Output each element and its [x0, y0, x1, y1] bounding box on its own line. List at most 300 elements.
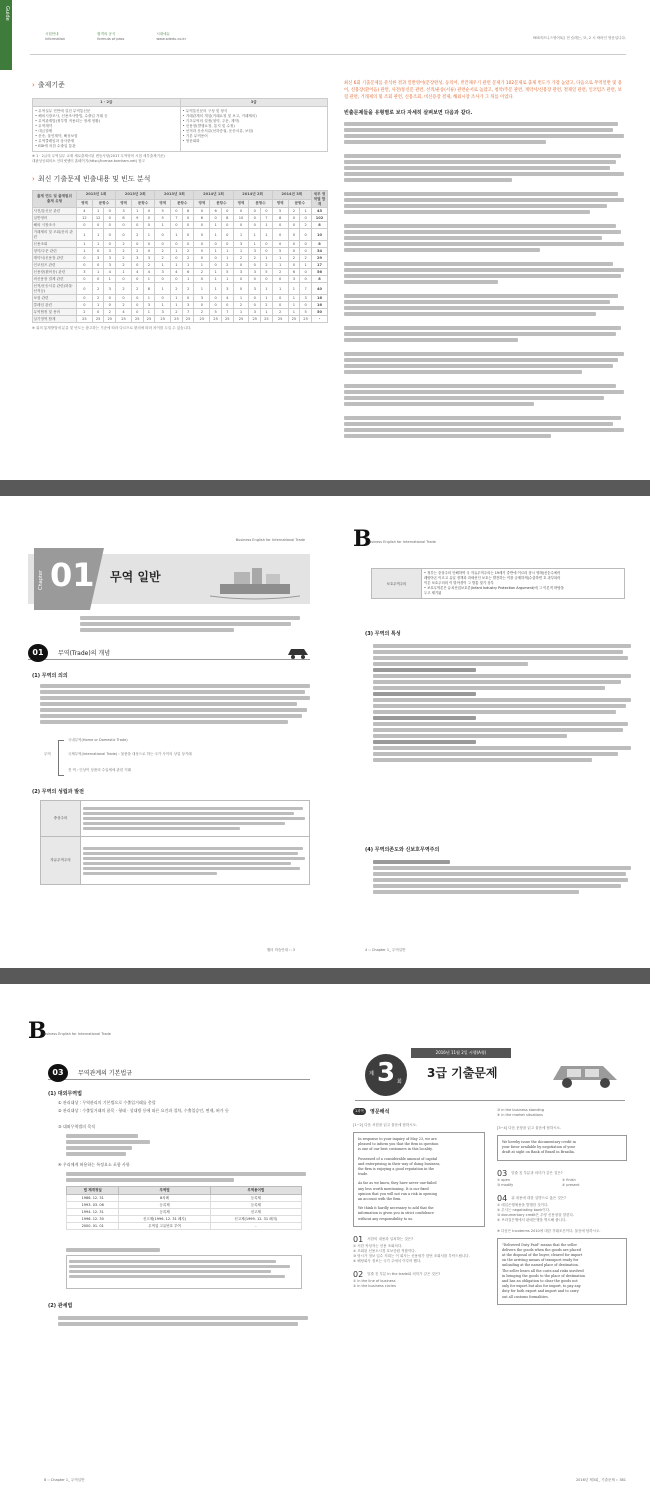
freq-cell: 2 — [116, 255, 132, 262]
freq-cell: 7 — [182, 309, 194, 316]
option[interactable]: ③ documentary credit은 무양 신용장을 말한다. — [497, 1212, 574, 1217]
option[interactable]: ① 매입은행채용을 발행한 것이다. — [497, 1202, 549, 1207]
freq-cell: 0 — [182, 229, 194, 241]
freq-cell: 1 — [210, 248, 222, 255]
freq-cell: 25 — [221, 316, 233, 323]
freq-period: 2014년 2회 — [233, 191, 272, 200]
text-line — [344, 402, 534, 406]
freq-cell: 0 — [77, 302, 93, 309]
nav-item-formula[interactable]: 합격의 공식 formula of pass — [97, 32, 125, 41]
freq-cell: 1 — [182, 276, 194, 283]
freq-cell: 2 — [233, 255, 249, 262]
criteria-left-cell: • 무역실무 전반에 걸친 무역통신문 • 해외시장조사, 신용조사방법, 수출입 거래 등 • 무역관계법(정부별 적용되는 정세 현황) • 무역계약 • 대금결제 • 운송, 물인계약, 해상보험 • 무역클레임과 상사중재 • EDI에 의한 수출입 통관 — [33, 107, 181, 152]
table-row — [33, 262, 328, 269]
credit-passage: We hereby issue the documentary credit in your favor available by negotiation of your draft at sight on Bank of Brazil in Brazilia. — [497, 1135, 627, 1161]
freq-cell: 5 — [221, 269, 233, 276]
page-footer-right: 4 :: Chapter 1_ 무역일반 — [365, 948, 406, 952]
freq-cell: 2 — [261, 262, 273, 269]
freq-cell: 0 — [288, 215, 300, 222]
question-02: 02 밑줄 친 부분 in the trade와 의미가 같은 것은? — [353, 1269, 441, 1279]
freq-cell: 3 — [143, 302, 155, 309]
option[interactable]: ③ 당시가 정보 입수 저희는 이 회사는 신용평가 한번 조회서를 부탁드립니다. — [353, 1253, 470, 1258]
object-lines — [66, 1246, 302, 1289]
text-line — [344, 242, 624, 246]
freq-cell: 1 — [77, 248, 93, 255]
text-line — [344, 236, 602, 240]
freq-cell: 1 — [210, 269, 222, 276]
freq-cell: 0 — [221, 208, 233, 215]
freq-cell: 3 — [155, 269, 171, 276]
freq-cell: 5 — [300, 309, 312, 316]
q03-options — [497, 1178, 627, 1188]
text-line — [344, 172, 624, 176]
freq-cell: 1 — [171, 302, 183, 309]
freq-period: 2013년 1회 — [77, 191, 116, 200]
freq-cell: 1 — [116, 269, 132, 276]
option[interactable]: ② 조회된 신용도시경 호보증원 적합이다. — [353, 1248, 416, 1253]
page-8: B usiness English for International Trade 03 무역관계의 기본법규 (1) 대외무역법 ① 관리대상 : 무역관리의 기본법으로 수출입거래를 총괄 ② 관리대상 : 수출입거래의 품목 · 형태 · 상대방 등에 따른 요건과 절차, 수출입승인, 면제, 허가 등 ③ 대외무역법의 목적 ④ 우리에게 허용하는 특정요소 포함 사항 법 제개정일 무역법 무역용어법 1986. 12. 31 8차례 등록제 1993. 03. 06 등록제 등록제 1994. 12. 31 등록제 신고제 1996. 12. 30 신고제(1996. 12. 31 폐지) 신고제(1999. 12. 31 폐지) 2000. 01. 01 무역업 고유번호 부여 - (2) 관세법 8 :: Chapter 1_ 무역일반 — [0, 984, 325, 1500]
chapter-title: 무역 일반 — [110, 570, 161, 584]
freq-cell: 0 — [233, 208, 249, 215]
freq-cell: 0 — [104, 215, 116, 222]
freq-cell: 0 — [143, 248, 155, 255]
freq-cell: 2 — [92, 283, 104, 295]
freq-cell: 25 — [77, 316, 93, 323]
chevron-icon: › — [32, 175, 35, 183]
freq-cell: 1 — [92, 241, 104, 248]
question-01: 01 서한의 내용과 일치하는 것은? — [353, 1234, 413, 1244]
freq-cell: 5 — [261, 269, 273, 276]
freq-cell: 0 — [77, 283, 93, 295]
text-line — [344, 352, 624, 356]
freq-cell: 0 — [249, 262, 261, 269]
freq-cell: 4 — [221, 295, 233, 302]
table-row — [33, 269, 328, 276]
freq-cell: 2 — [300, 255, 312, 262]
freq-cell: 0 — [249, 276, 261, 283]
freq-cell: 2 — [194, 269, 210, 276]
text-line — [344, 370, 582, 374]
text-line — [344, 230, 621, 234]
freq-cell: 3 — [92, 255, 104, 262]
option[interactable]: ① in the line of business — [353, 1278, 396, 1283]
freq-cell: 0 — [233, 276, 249, 283]
freq-cell: 2 — [194, 309, 210, 316]
freq-cell: 2 — [288, 208, 300, 215]
text-line — [344, 274, 621, 278]
characteristics-lines — [373, 642, 631, 764]
freq-cell: 2 — [171, 283, 183, 295]
freq-cell: 0 — [210, 262, 222, 269]
freq-cell: 0 — [288, 262, 300, 269]
section-number-badge: 01 — [28, 644, 48, 662]
running-head-initial: B — [28, 1018, 47, 1044]
option[interactable]: ③ modify — [497, 1182, 514, 1187]
top-nav — [45, 32, 186, 42]
top-note: YES비즈니스영어3급 전 슬레는, 또, 2 시 바라인 영문입니다. — [532, 36, 626, 40]
freq-cell: 0 — [171, 222, 183, 229]
text-line — [344, 416, 621, 420]
freq-cell: 0 — [300, 276, 312, 283]
spread-chapter-01 — [0, 496, 650, 968]
text-line — [344, 280, 498, 284]
freq-cell: 0 — [182, 222, 194, 229]
freq-cell: 2 — [116, 283, 132, 295]
freq-cell: 2 — [77, 309, 93, 316]
page-footer-left: 챕터 학습안내 :: 3 — [266, 948, 295, 952]
freq-cell: 1 — [77, 229, 93, 241]
freq-total: 29 — [312, 255, 328, 262]
exam-right-column: ③ in the business standing ④ in the market situations [3~4] 다음 문장을 읽고 물음에 답하시오. We hereby issue the documentary credit in your favor available by negotiation of your draft at sight on Bank of Brazil in Brazilia. 03 밑줄 친 부분과 의미가 같은 것은? ① open ② finish ③ modify ④ present 04 위 내용에 대한 설명으로 옳은 것은? ① 매입은행채용을 발행한 것이다. ② 무사는 negotiating bank이다. ③ documentary credit은 무양 신용장을 말한다. ④ 브라질은행에서 판매은행을 명도해 줍니다. ※ 다음은 Incoterms 2010에 대한 거래조건이다. 물음에 답하시오. "Delivered Duty Paid" means that the seller delivers the goods when the goods are placed at the disposal of the buyer, cleared for import on the arriving means of transport ready for unloading at the named place of destination. The seller bears all the costs and risks involved in bringing the goods to the place of destination and has an obligation to clear the goods not only for export but also for import, to pay any duty for both export and import and to carry out all customs formalities. — [497, 1108, 627, 1305]
freq-cell: 25 — [116, 316, 132, 323]
freq-row-label: 계약서/신용장 관련 — [33, 255, 77, 262]
freq-cell: 5 — [272, 208, 288, 215]
freq-cell: 0 — [194, 276, 210, 283]
option[interactable]: ④ present — [562, 1182, 580, 1187]
freq-cell: 0 — [104, 295, 116, 302]
registration-lines — [66, 1170, 306, 1184]
freq-cell: 4 — [131, 269, 143, 276]
option[interactable]: ④ in the market situations — [497, 1113, 544, 1117]
freq-cell: 0 — [143, 215, 155, 222]
freq-cell: 0 — [300, 241, 312, 248]
freq-cell: 0 — [194, 208, 210, 215]
freq-cell: 3 — [249, 309, 261, 316]
freq-cell: 1 — [210, 229, 222, 241]
freq-cell: 1 — [288, 309, 300, 316]
freq-cell: 2 — [155, 248, 171, 255]
freq-cell: 0 — [249, 295, 261, 302]
freq-cell: 5 — [155, 208, 171, 215]
freq-cell: 25 — [131, 316, 143, 323]
freq-cell: 1 — [288, 295, 300, 302]
freq-cell: 3 — [249, 248, 261, 255]
freq-cell: 0 — [116, 229, 132, 241]
text-line — [344, 160, 616, 164]
text-line — [344, 428, 624, 432]
freq-cell: 0 — [155, 241, 171, 248]
freq-cell: 1 — [143, 276, 155, 283]
freq-row-label: 실기영역 합계 — [33, 316, 77, 323]
analysis-heading: 빈출문제들을 유형별로 보다 자세히 살펴보면 다음과 같다. — [344, 110, 473, 116]
freq-period: 2014년 1회 — [194, 191, 233, 200]
freq-cell: 2 — [143, 262, 155, 269]
freq-cell: 0 — [221, 302, 233, 309]
freq-cell: 8 — [116, 215, 132, 222]
freq-cell: 1 — [233, 248, 249, 255]
freq-cell: 0 — [272, 276, 288, 283]
freq-cell: 1 — [261, 229, 273, 241]
freq-cell: 0 — [210, 302, 222, 309]
text-line — [344, 198, 624, 202]
freq-cell: 0 — [221, 222, 233, 229]
freq-cell: 0 — [92, 262, 104, 269]
freq-period: 2013년 3회 — [155, 191, 194, 200]
freq-cell: 3 — [233, 269, 249, 276]
option[interactable]: ② in the business circles — [353, 1283, 396, 1288]
freq-total: 8 — [312, 241, 328, 248]
table-row — [33, 316, 328, 323]
freq-cell: 0 — [210, 215, 222, 222]
text-line — [344, 128, 613, 132]
development-table: 중상주의 자유무역주의 — [40, 800, 310, 885]
page-3: Business English for International Trade Chapter 01 무역 일반 01 무역(Trade)의 개념 (1) 무역의 의의 무역 국내무역(Home or Domestic Trade) 국제무역(International Trade) : 물품을 대상으로 하는 국가 사이의 상업 상거래 전 역 : 인상이 상품의 수입세에 관련 거래 (2) 무역의 성립과 발전 중상주의 자유무역주의 챕터 학습안내 :: 3 — [0, 496, 325, 968]
freq-cell: 3 — [249, 283, 261, 295]
freq-cell: 9 — [131, 215, 143, 222]
running-head-initial: B — [353, 526, 372, 552]
option[interactable]: ③ in the business standing — [497, 1108, 544, 1112]
text-line — [344, 122, 618, 126]
freq-cell: 7 — [171, 215, 183, 222]
freq-cell: 0 — [143, 241, 155, 248]
freq-cell: 0 — [261, 241, 273, 248]
freq-cell: 6 — [182, 208, 194, 215]
freq-cell: 0 — [131, 241, 143, 248]
freq-cell: 0 — [249, 215, 261, 222]
freq-cell: 1 — [261, 309, 273, 316]
freq-cell: 1 — [143, 295, 155, 302]
freq-cell: 2 — [116, 262, 132, 269]
text-line — [344, 268, 624, 272]
nav-item-information[interactable]: 시험안내 information — [45, 32, 66, 41]
freq-cell: 2 — [131, 283, 143, 295]
table-row — [33, 215, 328, 222]
text-line — [344, 364, 613, 368]
freq-cell: 3 — [155, 309, 171, 316]
freq-row-label: 인코텀즈 관련 — [33, 262, 77, 269]
option[interactable]: ① open — [497, 1177, 510, 1182]
freq-cell: 0 — [104, 229, 116, 241]
freq-cell: 1 — [155, 302, 171, 309]
freq-cell: 1 — [272, 262, 288, 269]
freq-cell: 0 — [272, 229, 288, 241]
freq-row-label: 신용조회 — [33, 241, 77, 248]
text-line — [344, 248, 540, 252]
guide-page — [0, 0, 650, 480]
freq-total: 40 — [312, 283, 328, 295]
text-line — [344, 192, 618, 196]
freq-cell: 0 — [77, 295, 93, 302]
freq-cell: 1 — [171, 295, 183, 302]
freq-cell: 0 — [104, 302, 116, 309]
frequency-table: 출제 연도 및 출제범위 출제 유형 2013년 1회 2013년 2회 2013년 3회 2014년 1회 2014년 2회 2014년 3회 세부 영역별 합계 영역 문항수 영역 문항수 영역 문항수 영역 문항수 영역 문항수 영역 문항수 사전/통신문 관련 4 1 0 3 1 0 5 0 6 0 6 0 0 0 0 5 2 1 45 일반영어 12 12 0 8 9 0 5 7 0 6 0 8 10 0 7 8 0 0 102 해외 시장조사 0 0 0 0 0 0 1 0 0 0 1 0 0 0 1 0 0 2 8 거래제의 및 조회/문의 관련 1 1 0 0 2 1 0 1 0 0 1 0 1 1 1 0 0 0 10 신용조회 1 1 0 2 0 0 0 0 0 0 0 0 3 1 0 0 0 0 8 청약/주문 관련 1 0 3 2 2 0 2 1 2 5 1 1 1 3 0 5 0 0 34 계약서/신용장 관련 0 3 3 2 3 3 2 0 2 0 0 1 2 2 1 1 2 2 29 인코텀즈 관련 0 0 3 2 0 2 1 1 1 1 0 2 0 0 2 1 0 1 17 신용장(환어음) 관련 3 1 4 1 4 4 3 4 6 2 1 5 3 3 5 2 6 0 56 비신용장 결제 관련 0 0 1 0 0 1 0 0 1 0 1 1 0 0 0 0 3 0 8 선적/운송서류 관련(화물·선적등) 0 2 3 2 2 8 1 2 2 1 1 3 0 3 1 1 1 7 40 보험 관련 0 2 0 0 0 1 0 1 0 3 0 4 1 0 1 0 1 3 16 클레임 관련 0 1 0 2 0 3 1 1 3 0 0 0 2 0 2 0 1 0 16 무역협정 및 용어 2 0 2 4 0 1 3 2 7 2 5 7 1 3 1 2 1 5 50 실기영역 합계 25 25 25 25 25 25 25 25 25 25 25 25 25 25 25 25 25 25 - — [32, 190, 328, 323]
option[interactable]: ④ 해당회사 정보는 국가 주에서 이루어 했다. — [353, 1258, 422, 1263]
freq-row-label: 일반영어 — [33, 215, 77, 222]
freq-cell: 7 — [221, 309, 233, 316]
freq-total: 34 — [312, 248, 328, 255]
freq-cell: 1 — [182, 262, 194, 269]
freq-cell: 0 — [272, 241, 288, 248]
car-icon — [286, 644, 310, 660]
freq-cell: 0 — [92, 276, 104, 283]
table-row — [33, 255, 328, 262]
freq-cell: 1 — [171, 229, 183, 241]
page-381 — [325, 984, 650, 1500]
customs-lines — [58, 1314, 308, 1328]
table-row: 1993. 03. 06 등록제 등록제 — [67, 1202, 302, 1209]
incoterms-passage: "Delivered Duty Paid" means that the seller delivers the goods when the goods are placed at the disposal of the buyer, cleared for import on the arriving means of transport ready for unloading at the named place of destination. The seller bears all the costs and risks involved in bringing the goods to the place of destination and has an obligation to clear the goods not only for export but also for import, to pay any duty for both export and import and to carry out all customs formalities. — [497, 1238, 627, 1305]
protectionism-box: 보호무역주의 • 정부는 중상주의 인해하여 국 자유무역주의는 19세기 중반에 이르러 잠시 영례(신순수에어 레양아온 이르고 유일 정책과 과세선인 보호는 발전하는 이를 규제하게(수출하면 흐 과부되어 이른 보호주의의 이 밝아경이 그 발통 및기 상부 • 보호무역론은 유치산업보호론(Infant Industry Protection Argument)에 그 이론적 바탕을 두고 제기됨 — [371, 568, 625, 599]
nav-item-sdedu[interactable]: 시대에듀 www.sdedu.co.kr — [156, 32, 187, 41]
freq-cell: 1 — [92, 229, 104, 241]
freq-row-label: 보험 관련 — [33, 295, 77, 302]
freq-cell: 12 — [77, 215, 93, 222]
freq-row-label: 청약/주문 관련 — [33, 248, 77, 255]
table-row — [33, 241, 328, 248]
table-row — [33, 248, 328, 255]
freq-cell: 6 — [210, 208, 222, 215]
freq-cell: 25 — [104, 316, 116, 323]
spread-laws-and-exam — [0, 984, 650, 1500]
trade-classification: 무역 국내무역(Home or Domestic Trade) 국제무역(International Trade) : 물품을 대상으로 하는 국가 사이의 상업 상거래 전 역 : 인상이 상품의 수입세에 관련 거래 — [44, 738, 294, 778]
table-row — [33, 222, 328, 229]
freq-cell: 1 — [155, 262, 171, 269]
freq-cell: 0 — [233, 262, 249, 269]
freq-cell: 5 — [194, 248, 210, 255]
chevron-icon: › — [32, 81, 35, 89]
freq-cell: 0 — [131, 222, 143, 229]
freq-cell: 2 — [249, 255, 261, 262]
freq-cell: 6 — [194, 215, 210, 222]
freq-corner: 출제 연도 및 출제범위 출제 유형 — [33, 191, 77, 208]
text-line — [344, 422, 613, 426]
analysis-lead: 최신 6회 기출문제를 분석한 결과 일반영어(문장완성, 동의어, 빈칸채우기 관련 문제가 102문제로 출제 빈도가 가장 높았고, 다음으로 무역일반 및 용어, 신용장(환어음) 관련, 사전/통신문 관련, 선적/운송(서류) 관련순서로 높았고, 청약/주문 관련, 계약서/신용장 관련, 결제일 관련, 인코텀즈 관련, 보험 관련, 거래제의 및 조회 관련, 신용조회, 비신용장 결제, 해외시장 조사가 그 뒤를 이었다. — [344, 81, 622, 100]
freq-cell: 1 — [233, 229, 249, 241]
freq-cell: 0 — [116, 222, 132, 229]
freq-cell: 1 — [210, 222, 222, 229]
freq-cell: 0 — [77, 276, 93, 283]
freq-cell: 3 — [233, 241, 249, 248]
freq-cell: 1 — [194, 262, 210, 269]
freq-cell: 0 — [300, 215, 312, 222]
freq-cell: 2 — [116, 248, 132, 255]
freq-total: 16 — [312, 302, 328, 309]
freq-cell: 2 — [261, 302, 273, 309]
freq-period: 2013년 2회 — [116, 191, 155, 200]
registration-table: 법 제개정일 무역법 무역용어법 1986. 12. 31 8차례 등록제 1993. 03. 06 등록제 등록제 1994. 12. 31 등록제 신고제 1996. 12. 30 신고제(1996. 12. 31 폐지) 신고제(1999. 12. 31 폐지) 2000. 01. 01 무역업 고유번호 부여 - — [66, 1186, 302, 1230]
freq-cell: 0 — [104, 222, 116, 229]
criteria-right-cell: • 무역통신문의 구성 및 형식 • 거래관계의 개설(거래요청 및 보고, 거래제의) • 기초무역의 설정(청약, 주문, 계약) • 신용장(발행요청, 통지 및 수정) • 선적과 운송서류(선하증권, 운송서류, 보험) • 기본 무역용어 • 영문회화 — [180, 107, 328, 152]
purpose-lines — [66, 1132, 186, 1158]
analysis-body — [344, 122, 624, 438]
freq-total: 56 — [312, 269, 328, 276]
freq-cell: 2 — [182, 255, 194, 262]
text-line — [344, 140, 546, 144]
freq-cell: 1 — [233, 309, 249, 316]
section-frequency-heading: › 최신 기출문제 빈출내용 및 빈도 분석 — [32, 175, 151, 183]
freq-cell: 0 — [194, 302, 210, 309]
freq-cell: 1 — [210, 283, 222, 295]
option[interactable]: ② finish — [562, 1177, 576, 1182]
freq-cell: 4 — [171, 269, 183, 276]
exam-date-banner: 2016년 11월 2일 시행(A형) — [411, 1048, 511, 1058]
table-row — [33, 302, 328, 309]
freq-cell: 1 — [261, 283, 273, 295]
guide-tab[interactable]: Guide — [0, 0, 12, 70]
freq-cell: 0 — [92, 248, 104, 255]
freq-cell: 1 — [143, 309, 155, 316]
freq-cell: 0 — [261, 208, 273, 215]
table-row — [33, 283, 328, 295]
freq-cell: 25 — [272, 316, 288, 323]
table-row: 1996. 12. 30 신고제(1996. 12. 31 폐지) 신고제(1999. 12. 31 폐지) — [67, 1216, 302, 1223]
freq-cell: 0 — [171, 208, 183, 215]
freq-cell: 25 — [194, 316, 210, 323]
table-row: 1986. 12. 31 8차례 등록제 — [67, 1195, 302, 1202]
freq-row-label: 선적/운송서류 관련(화물·선적등) — [33, 283, 77, 295]
freq-cell: 25 — [92, 316, 104, 323]
freq-cell: 0 — [194, 241, 210, 248]
text-line — [344, 134, 624, 138]
option[interactable]: ④ 브라질은행에서 판매은행을 명도해 줍니다. — [497, 1217, 567, 1222]
freq-cell: 0 — [233, 283, 249, 295]
chapter-intro-lines — [80, 614, 300, 634]
freq-cell: 0 — [249, 222, 261, 229]
freq-cell: 2 — [300, 222, 312, 229]
freq-cell: 1 — [233, 295, 249, 302]
freq-cell: 3 — [249, 269, 261, 276]
freq-cell: 1 — [143, 229, 155, 241]
freq-cell: 0 — [104, 241, 116, 248]
section-number-badge: 03 — [48, 1064, 68, 1082]
car-illustration — [545, 1048, 625, 1092]
text-line — [344, 154, 621, 158]
freq-cell: 0 — [77, 222, 93, 229]
freq-cell: 6 — [288, 269, 300, 276]
freq-cell: 2 — [92, 295, 104, 302]
ship-illustration — [210, 556, 300, 602]
freq-total: 8 — [312, 222, 328, 229]
freq-cell: 1 — [221, 255, 233, 262]
freq-cell: 3 — [104, 255, 116, 262]
freq-cell: 1 — [221, 276, 233, 283]
freq-cell: 0 — [288, 222, 300, 229]
freq-cell: 0 — [171, 255, 183, 262]
exam-left-column: 1과목 영문해석 [1~2] 다음 서한을 읽고 물음에 답하시오. In response to your inquiry of May 23, we are pleased to inform you that the firm in question is one of our best customers in this locality. Possessed of a considerable amount of capital and enterprising in their way of doing business, the firm is enjoying a good reputation in the trade. As far as we know, they have never one-failed any less worth mentioning. It is our fixed opinion that you will not run a risk in opening an account with the firm. We think it hardly necessary to add that the information is given you in strict confidence without any responsibility to us. 01 서한의 내용과 일치하는 것은? ① 서한 작성자는 신용 조회처다. ② 조회된 신용도시경 호보증원 적합이다. ③ 당시가 정보 입수 저희는 이 회사는 신용평가 한번 조회서를 부탁드립니다. ④ 해당회사 정보는 국가 주에서 이루어 했다. 02 밑줄 친 부분 in the trade와 의미가 같은 것은? ① in the line of business ② in the business circles — [353, 1108, 485, 1289]
freq-cell: 0 — [221, 229, 233, 241]
freq-cell: 4 — [104, 269, 116, 276]
option[interactable]: ① 서한 작성자는 신용 조회처다. — [353, 1243, 403, 1248]
freq-cell: 0 — [194, 229, 210, 241]
freq-cell: 8 — [143, 283, 155, 295]
freq-cell: 5 — [155, 215, 171, 222]
freq-total: 50 — [312, 309, 328, 316]
freq-cell: 3 — [77, 269, 93, 276]
freq-cell: 0 — [116, 276, 132, 283]
option[interactable]: ② 무사는 negotiating bank이다. — [497, 1207, 551, 1212]
freq-cell: 0 — [210, 255, 222, 262]
freq-cell: 2 — [233, 302, 249, 309]
freq-cell: 4 — [116, 309, 132, 316]
exam-title: 3급 기출문제 — [427, 1066, 498, 1080]
freq-cell: 0 — [143, 222, 155, 229]
freq-row-label: 거래제의 및 조회/문의 관련 — [33, 229, 77, 241]
page-footer-right: 2016년 제3회_ 기출문제 :: 381 — [575, 1478, 626, 1482]
text-line — [344, 434, 551, 438]
freq-total: - — [312, 316, 328, 323]
text-line — [344, 312, 596, 316]
freq-cell: 2 — [131, 229, 143, 241]
freq-cell: 0 — [300, 229, 312, 241]
freq-cell: 0 — [92, 309, 104, 316]
text-line — [344, 210, 590, 214]
freq-cell: 25 — [171, 316, 183, 323]
freq-cell: 25 — [155, 316, 171, 323]
freq-cell: 0 — [233, 222, 249, 229]
freq-row-label: 사전/통신문 관련 — [33, 208, 77, 215]
freq-cell: 0 — [182, 241, 194, 248]
subject-label: 1과목 영문해석 — [355, 1109, 390, 1115]
